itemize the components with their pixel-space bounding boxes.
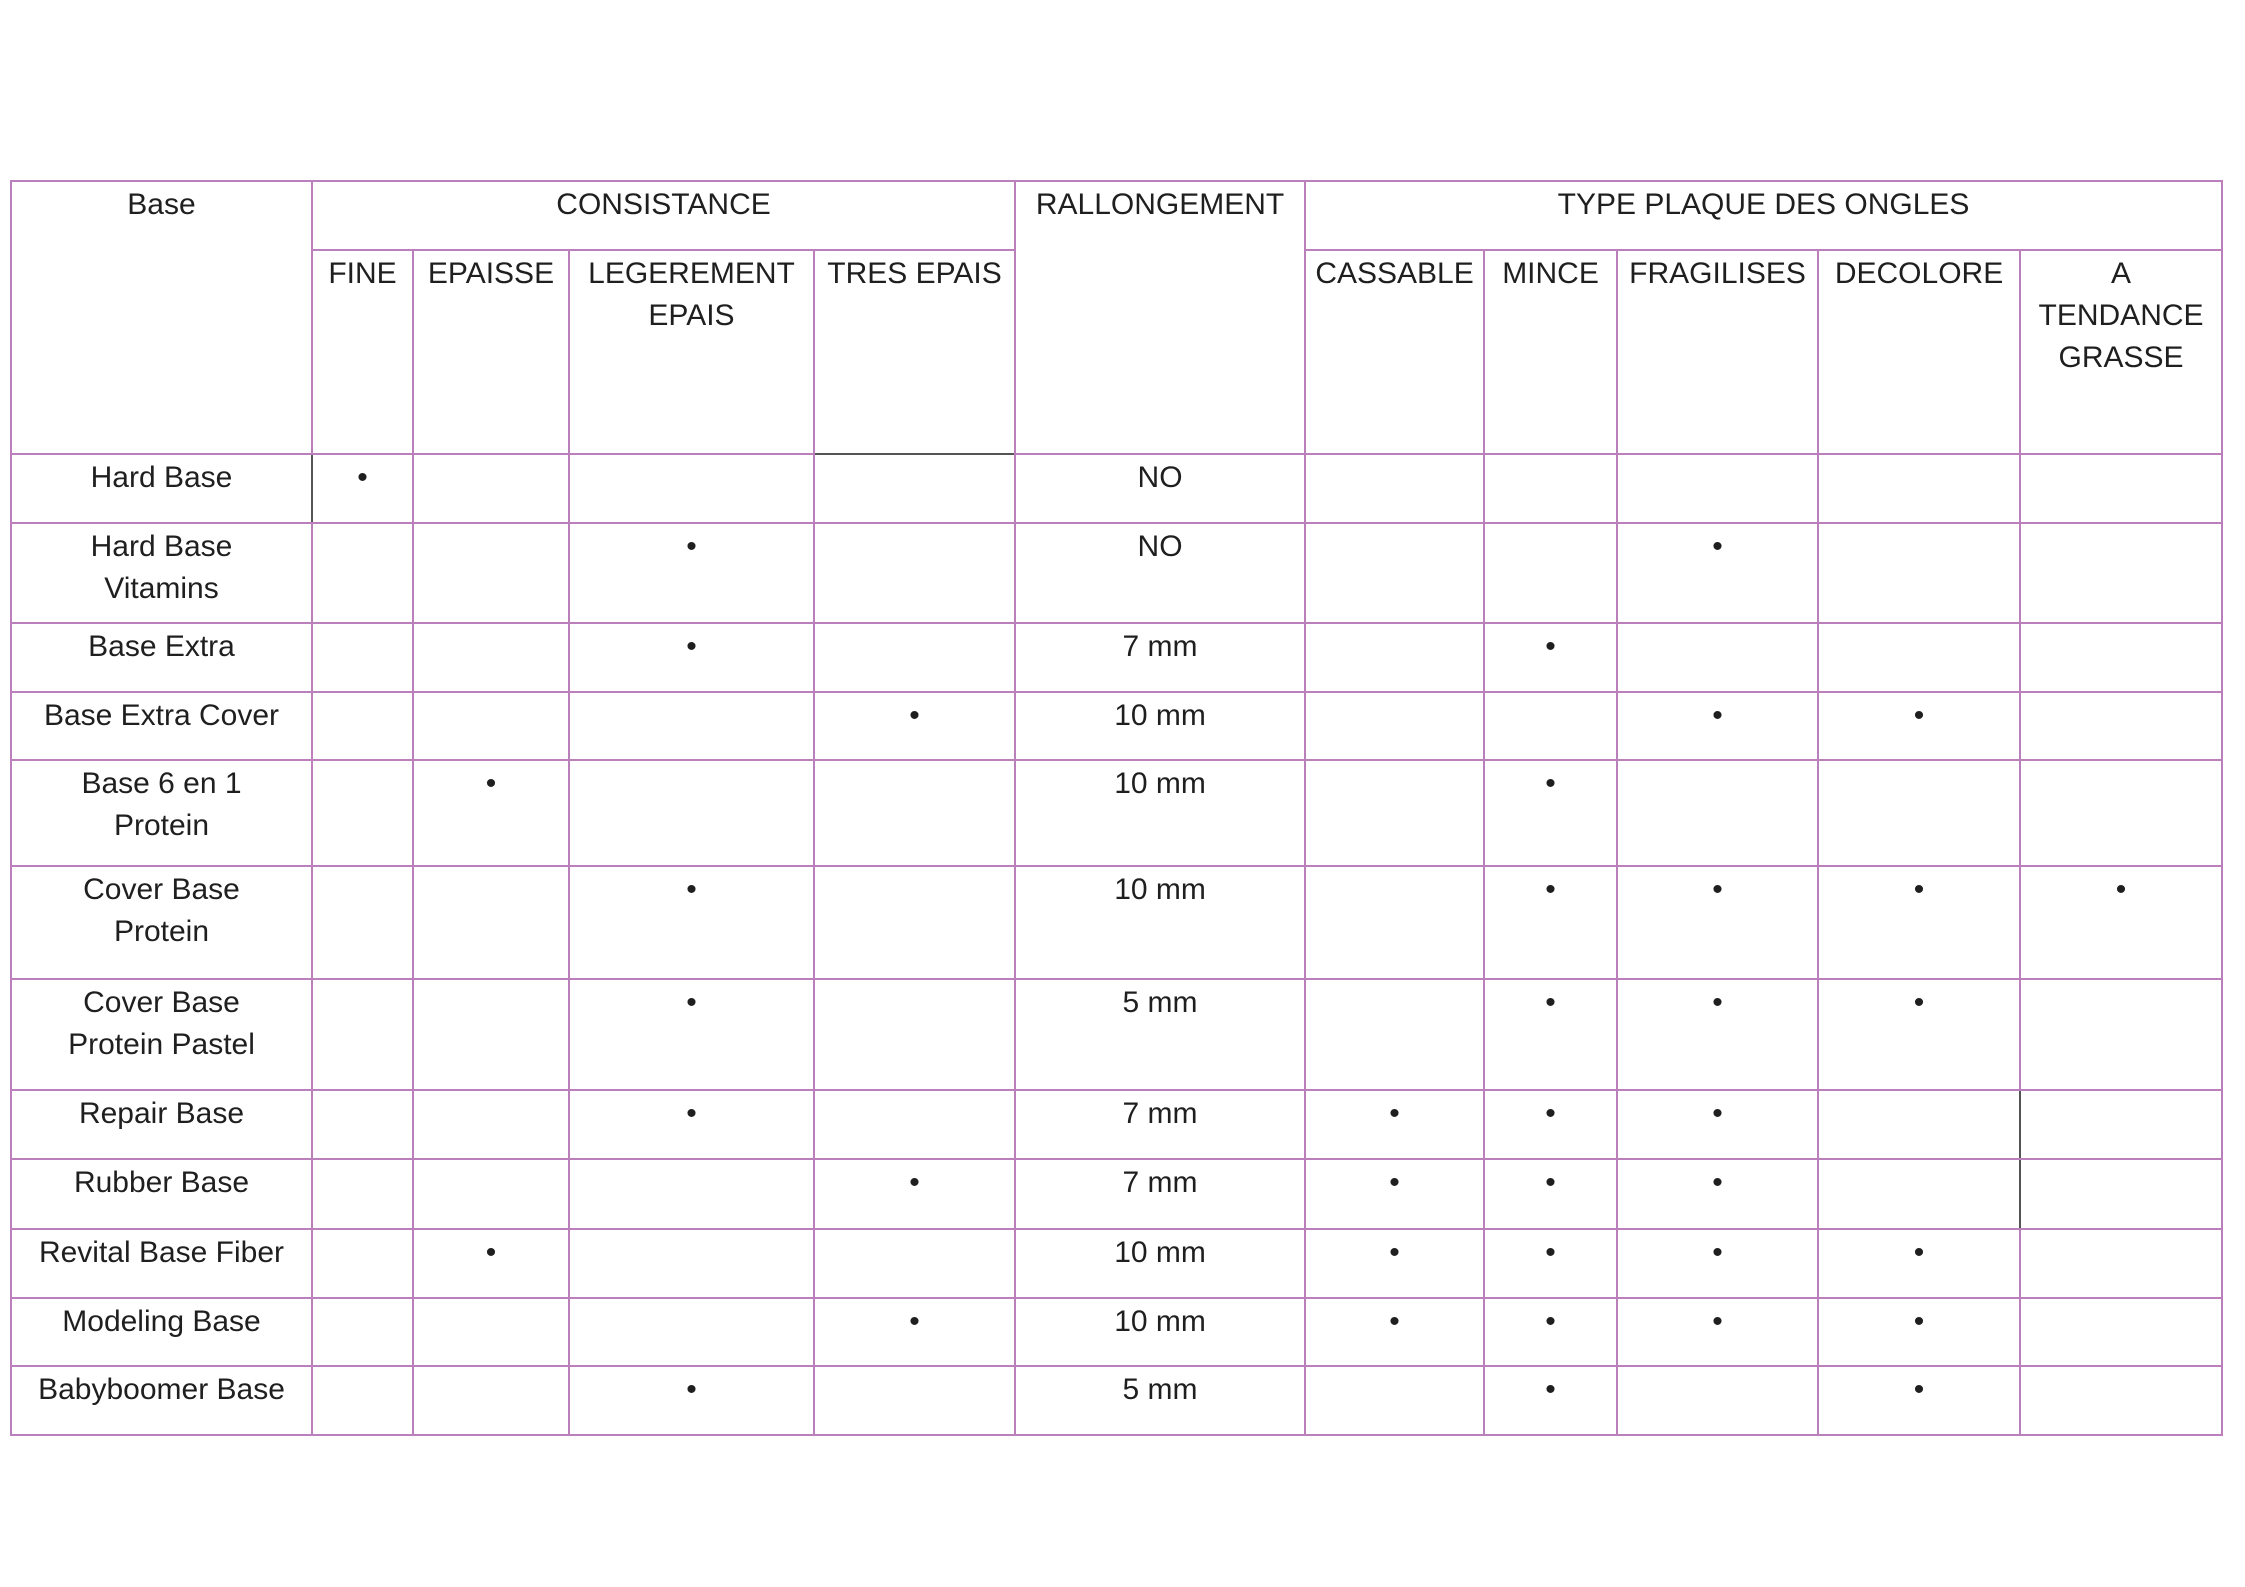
fine-cell [312,623,413,692]
cassable-cell: • [1305,1159,1484,1229]
cassable-cell [1305,1366,1484,1435]
mince-cell: • [1484,979,1617,1090]
base-name-cell: Hard Base Vitamins [11,523,312,623]
mince-cell: • [1484,1090,1617,1159]
a-tendance-grasse-cell [2020,1229,2222,1298]
rallongement-cell: NO [1015,523,1305,623]
rallongement-cell: 10 mm [1015,760,1305,866]
fragilises-cell: • [1617,866,1818,979]
table-row [11,1159,2222,1229]
epaisse-cell [413,979,569,1090]
fine-cell [312,760,413,866]
fine-cell: • [312,454,413,523]
decolore-cell: • [1818,866,2020,979]
mince-cell: • [1484,1159,1617,1229]
rallongement-cell: 10 mm [1015,866,1305,979]
fine-cell [312,979,413,1090]
rallongement-cell: 5 mm [1015,979,1305,1090]
mince-cell: • [1484,1366,1617,1435]
epaisse-cell [413,623,569,692]
cassable-cell [1305,692,1484,760]
rallongement-cell: 5 mm [1015,1366,1305,1435]
epaisse-cell [413,866,569,979]
table-row [11,523,2222,623]
epaisse-cell [413,454,569,523]
table-row [11,454,2222,523]
fragilises-cell: • [1617,1229,1818,1298]
legerement-epais-header: LEGEREMENT EPAIS [569,250,814,454]
cassable-cell [1305,979,1484,1090]
cassable-cell [1305,760,1484,866]
decolore-cell [1818,1159,2020,1229]
legerement-epais-cell [569,760,814,866]
fragilises-header: FRAGILISES [1617,250,1818,454]
consistance-header: CONSISTANCE [312,181,1015,250]
mince-cell [1484,454,1617,523]
table-row [11,760,2222,866]
base-name-cell: Base 6 en 1 Protein [11,760,312,866]
fragilises-cell: • [1617,1298,1818,1366]
tres-epais-cell [814,866,1015,979]
mince-cell: • [1484,623,1617,692]
decolore-cell [1818,523,2020,623]
tres-epais-cell [814,1229,1015,1298]
a-tendance-grasse-cell: • [2020,866,2222,979]
table-row [11,1298,2222,1366]
epaisse-cell [413,1366,569,1435]
table-row [11,623,2222,692]
rallongement-cell: 7 mm [1015,623,1305,692]
fragilises-cell [1617,454,1818,523]
table-header [11,181,2222,454]
decolore-cell: • [1818,1229,2020,1298]
fragilises-cell [1617,623,1818,692]
rallongement-cell: 7 mm [1015,1159,1305,1229]
epaisse-cell [413,1298,569,1366]
decolore-cell: • [1818,692,2020,760]
cassable-cell: • [1305,1229,1484,1298]
legerement-epais-cell: • [569,1366,814,1435]
fragilises-cell: • [1617,1090,1818,1159]
mince-cell: • [1484,1229,1617,1298]
epaisse-cell: • [413,1229,569,1298]
tres-epais-cell [814,454,1015,523]
legerement-epais-cell: • [569,523,814,623]
tres-epais-header: TRES EPAIS [814,250,1015,454]
decolore-cell [1818,454,2020,523]
base-name-cell: Base Extra [11,623,312,692]
fine-cell [312,692,413,760]
mince-header: MINCE [1484,250,1617,454]
table-body [11,454,2222,1435]
mince-cell [1484,523,1617,623]
epaisse-cell [413,523,569,623]
rallongement-cell: 10 mm [1015,1298,1305,1366]
rallongement-cell: 7 mm [1015,1090,1305,1159]
epaisse-cell: • [413,760,569,866]
cassable-cell [1305,866,1484,979]
table-row [11,979,2222,1090]
base-name-cell: Rubber Base [11,1159,312,1229]
fine-cell [312,866,413,979]
table-row [11,866,2222,979]
cassable-cell [1305,454,1484,523]
mince-cell: • [1484,1298,1617,1366]
epaisse-header: EPAISSE [413,250,569,454]
fine-header: FINE [312,250,413,454]
cassable-cell [1305,623,1484,692]
a-tendance-grasse-cell [2020,1159,2222,1229]
base-name-cell: Hard Base [11,454,312,523]
legerement-epais-cell [569,692,814,760]
fine-cell [312,1090,413,1159]
base-name-cell: Base Extra Cover [11,692,312,760]
a-tendance-grasse-cell [2020,692,2222,760]
base-name-cell: Revital Base Fiber [11,1229,312,1298]
cassable-cell [1305,523,1484,623]
base-name-cell: Repair Base [11,1090,312,1159]
epaisse-cell [413,1159,569,1229]
nail-base-comparison-table [10,180,2223,1436]
legerement-epais-cell: • [569,1090,814,1159]
decolore-cell [1818,623,2020,692]
fragilises-cell: • [1617,979,1818,1090]
a-tendance-grasse-cell [2020,454,2222,523]
a-tendance-grasse-cell [2020,623,2222,692]
fine-cell [312,1366,413,1435]
tres-epais-cell [814,623,1015,692]
epaisse-cell [413,692,569,760]
cassable-cell: • [1305,1298,1484,1366]
fragilises-cell [1617,760,1818,866]
base-header: Base [11,181,312,454]
a-tendance-grasse-cell [2020,1090,2222,1159]
base-name-cell: Cover Base Protein Pastel [11,979,312,1090]
legerement-epais-cell [569,1159,814,1229]
decolore-cell: • [1818,1298,2020,1366]
base-name-cell: Modeling Base [11,1298,312,1366]
decolore-header: DECOLORE [1818,250,2020,454]
fragilises-cell: • [1617,1159,1818,1229]
a-tendance-grasse-cell [2020,979,2222,1090]
decolore-cell [1818,760,2020,866]
fragilises-cell: • [1617,523,1818,623]
fragilises-cell: • [1617,692,1818,760]
a-tendance-grasse-cell [2020,1298,2222,1366]
table-row [11,1229,2222,1298]
rallongement-cell: 10 mm [1015,1229,1305,1298]
rallongement-header: RALLONGEMENT [1015,181,1305,454]
fragilises-cell [1617,1366,1818,1435]
decolore-cell: • [1818,1366,2020,1435]
a-tendance-grasse-cell [2020,1366,2222,1435]
decolore-cell [1818,1090,2020,1159]
mince-cell: • [1484,866,1617,979]
legerement-epais-cell [569,1229,814,1298]
header-row-groups [11,181,2222,250]
fine-cell [312,1229,413,1298]
mince-cell: • [1484,760,1617,866]
fine-cell [312,1159,413,1229]
tres-epais-cell [814,979,1015,1090]
legerement-epais-cell: • [569,979,814,1090]
rallongement-cell: NO [1015,454,1305,523]
type-plaque-header: TYPE PLAQUE DES ONGLES [1305,181,2222,250]
tres-epais-cell: • [814,692,1015,760]
table-row [11,692,2222,760]
legerement-epais-cell: • [569,623,814,692]
cassable-cell: • [1305,1090,1484,1159]
tres-epais-cell [814,760,1015,866]
cassable-header: CASSABLE [1305,250,1484,454]
a-tendance-grasse-cell [2020,523,2222,623]
a-tendance-grasse-cell [2020,760,2222,866]
tres-epais-cell [814,1366,1015,1435]
fine-cell [312,523,413,623]
rallongement-cell: 10 mm [1015,692,1305,760]
tres-epais-cell: • [814,1298,1015,1366]
table-row [11,1090,2222,1159]
base-name-cell: Cover Base Protein [11,866,312,979]
legerement-epais-cell: • [569,866,814,979]
mince-cell [1484,692,1617,760]
legerement-epais-cell [569,454,814,523]
tres-epais-cell [814,1090,1015,1159]
decolore-cell: • [1818,979,2020,1090]
tres-epais-cell [814,523,1015,623]
epaisse-cell [413,1090,569,1159]
table-row [11,1366,2222,1435]
legerement-epais-cell [569,1298,814,1366]
tres-epais-cell: • [814,1159,1015,1229]
fine-cell [312,1298,413,1366]
base-name-cell: Babyboomer Base [11,1366,312,1435]
a-tendance-grasse-header: A TENDANCE GRASSE [2020,250,2222,454]
